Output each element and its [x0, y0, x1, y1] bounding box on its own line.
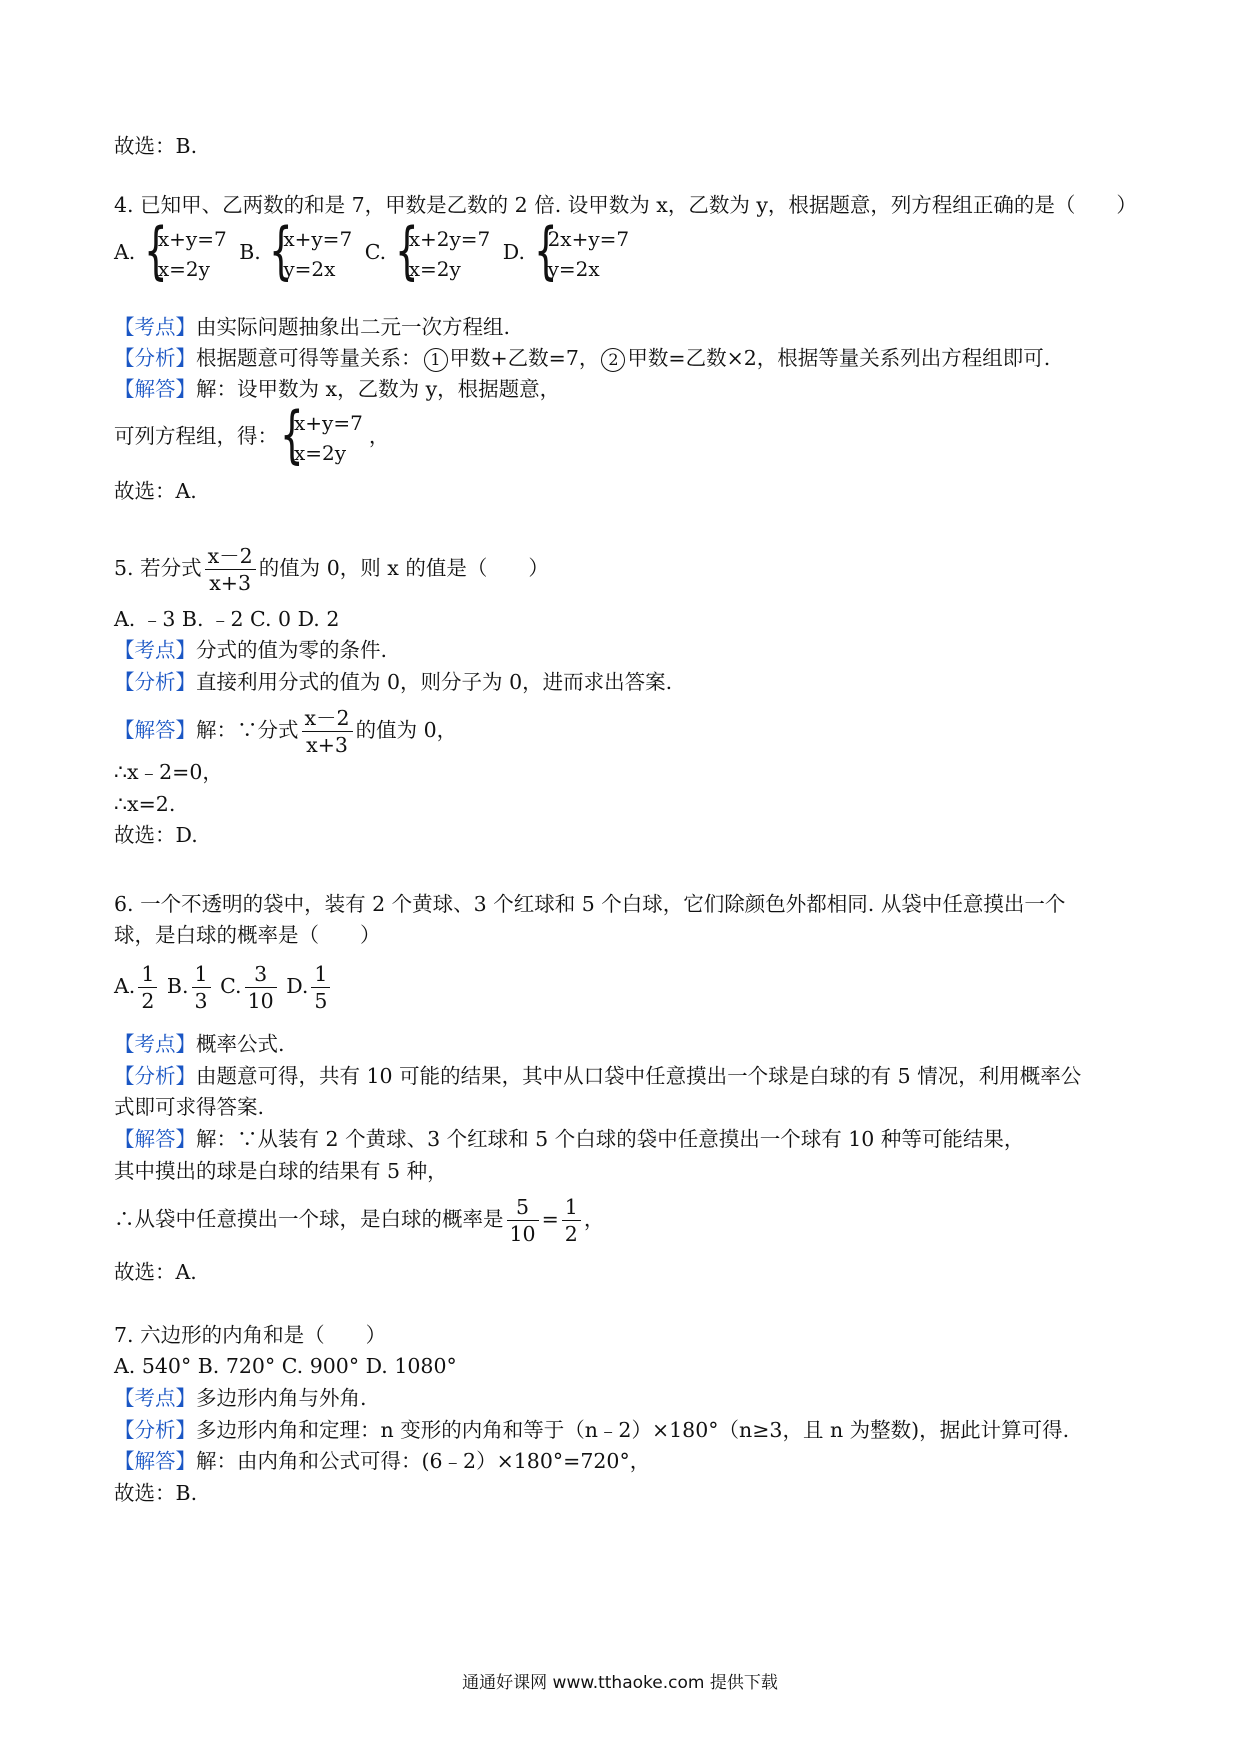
solution-system: { x+y=7 x=2y	[280, 397, 363, 471]
fraction: $\frac{x-2}{x+3}$	[205, 543, 256, 596]
option-b-system: { x+y=7 y=2x	[269, 213, 353, 287]
option-c-system: { x+2y=7 x=2y	[394, 213, 491, 287]
q7-fenxi: 【分析】多边形内角和定理：n 变形的内角和等于（n﹣2）×180°（n≥3，且 n 为整数)，据此计算可得.	[114, 1418, 1070, 1442]
q6-fenxi-1: 【分析】由题意可得，共有 10 可能的结果，其中从口袋中任意摸出一个球是白球的有 5 情况，利用概率公	[114, 1064, 1082, 1088]
question-7-stem: 7. 六边形的内角和是（ ）	[114, 1323, 387, 1347]
q5-fenxi: 【分析】直接利用分式的值为 0，则分子为 0，进而求出答案.	[114, 670, 673, 694]
q5-jieda: 【解答】解：∵分式 $\frac{x-2}{x+3}$ 的值为 0，	[114, 706, 458, 757]
q6-fenxi-2: 式即可求得答案.	[114, 1095, 265, 1119]
question-6-stem-1: 6. 一个不透明的袋中，装有 2 个黄球、3 个红球和 5 个白球，它们除颜色外都相同. 从袋中任意摸出一个	[114, 892, 1066, 916]
question-7-options: A. 540° B. 720° C. 900° D. 1080°	[114, 1354, 457, 1378]
question-6-options: A. $\frac{1}{2}$ B. $\frac{1}{3}$ C. $\frac{3}{10}$ D. $\frac{1}{5}$	[114, 956, 333, 1016]
question-4-options	[114, 213, 635, 287]
q6-answer: 故选：A.	[114, 1260, 197, 1284]
fraction: $\frac{1}{2}$	[138, 961, 157, 1014]
q4-kaodian: 【考点】由实际问题抽象出二元一次方程组.	[114, 315, 511, 339]
circled-1: 1	[424, 348, 448, 372]
q5-step-1: ∴x﹣2=0，	[114, 760, 223, 784]
fraction: $\frac{x-2}{x+3}$	[302, 705, 353, 758]
q4-answer: 故选：A.	[114, 479, 197, 503]
option-a-system: { x+y=7 x=2y	[143, 213, 227, 287]
option-d-system: { 2x+y=7 y=2x	[533, 213, 630, 287]
q7-jieda: 【解答】解：由内角和公式可得：(6﹣2）×180°=720°，	[114, 1449, 651, 1473]
option-d-letter: D.	[502, 240, 526, 264]
q6-jieda-2: 其中摸出的球是白球的结果有 5 种，	[114, 1159, 448, 1183]
q5-kaodian: 【考点】分式的值为零的条件.	[114, 638, 388, 662]
fraction: $\frac{5}{10}$	[507, 1194, 539, 1247]
circled-2: 2	[601, 348, 625, 372]
q4-solution-system: 可列方程组，得： { x+y=7 x=2y ，	[114, 397, 390, 471]
fraction: $\frac{1}{3}$	[192, 961, 211, 1014]
option-c-letter: C.	[364, 240, 387, 264]
question-4-stem: 4. 已知甲、乙两数的和是 7，甲数是乙数的 2 倍. 设甲数为 x，乙数为 y，根据题意，列方程组正确的是（ ）	[114, 193, 1137, 217]
question-5-options: A. ﹣3 B. ﹣2 C. 0 D. 2	[114, 607, 340, 631]
option-a-letter: A.	[114, 240, 136, 264]
q6-kaodian: 【考点】概率公式.	[114, 1032, 285, 1056]
q5-answer: 故选：D.	[114, 823, 198, 847]
q4-fenxi: 【分析】根据题意可得等量关系： 1 甲数+乙数=7， 2 甲数=乙数×2，根据等量关系列出方程组即可.	[114, 346, 1051, 370]
page-footer: 通通好课网 www.tthaoke.com 提供下载	[462, 1673, 778, 1693]
fraction: $\frac{1}{2}$	[562, 1194, 581, 1247]
q7-answer: 故选：B.	[114, 1481, 198, 1505]
q5-step-2: ∴x=2.	[114, 792, 176, 816]
answer-line: 故选：B.	[114, 134, 198, 158]
q4-jieda: 【解答】解：设甲数为 x，乙数为 y，根据题意，	[114, 377, 561, 401]
question-6-stem-2: 球，是白球的概率是（ ）	[114, 923, 381, 947]
fraction: $\frac{3}{10}$	[245, 961, 277, 1014]
option-b-letter: B.	[239, 240, 261, 264]
question-5-stem: 5. 若分式 $\frac{x-2}{x+3}$ 的值为 0，则 x 的值是（ ）	[114, 544, 549, 595]
q6-jieda-3: ∴从袋中任意摸出一个球，是白球的概率是 $\frac{5}{10}$ = $\frac{1}{2}$ ，	[114, 1195, 605, 1246]
q6-jieda-1: 【解答】解：∵从装有 2 个黄球、3 个红球和 5 个白球的袋中任意摸出一个球有 10 种等可能结果，	[114, 1127, 1025, 1151]
fraction: $\frac{1}{5}$	[311, 961, 330, 1014]
q7-kaodian: 【考点】多边形内角与外角.	[114, 1386, 367, 1410]
